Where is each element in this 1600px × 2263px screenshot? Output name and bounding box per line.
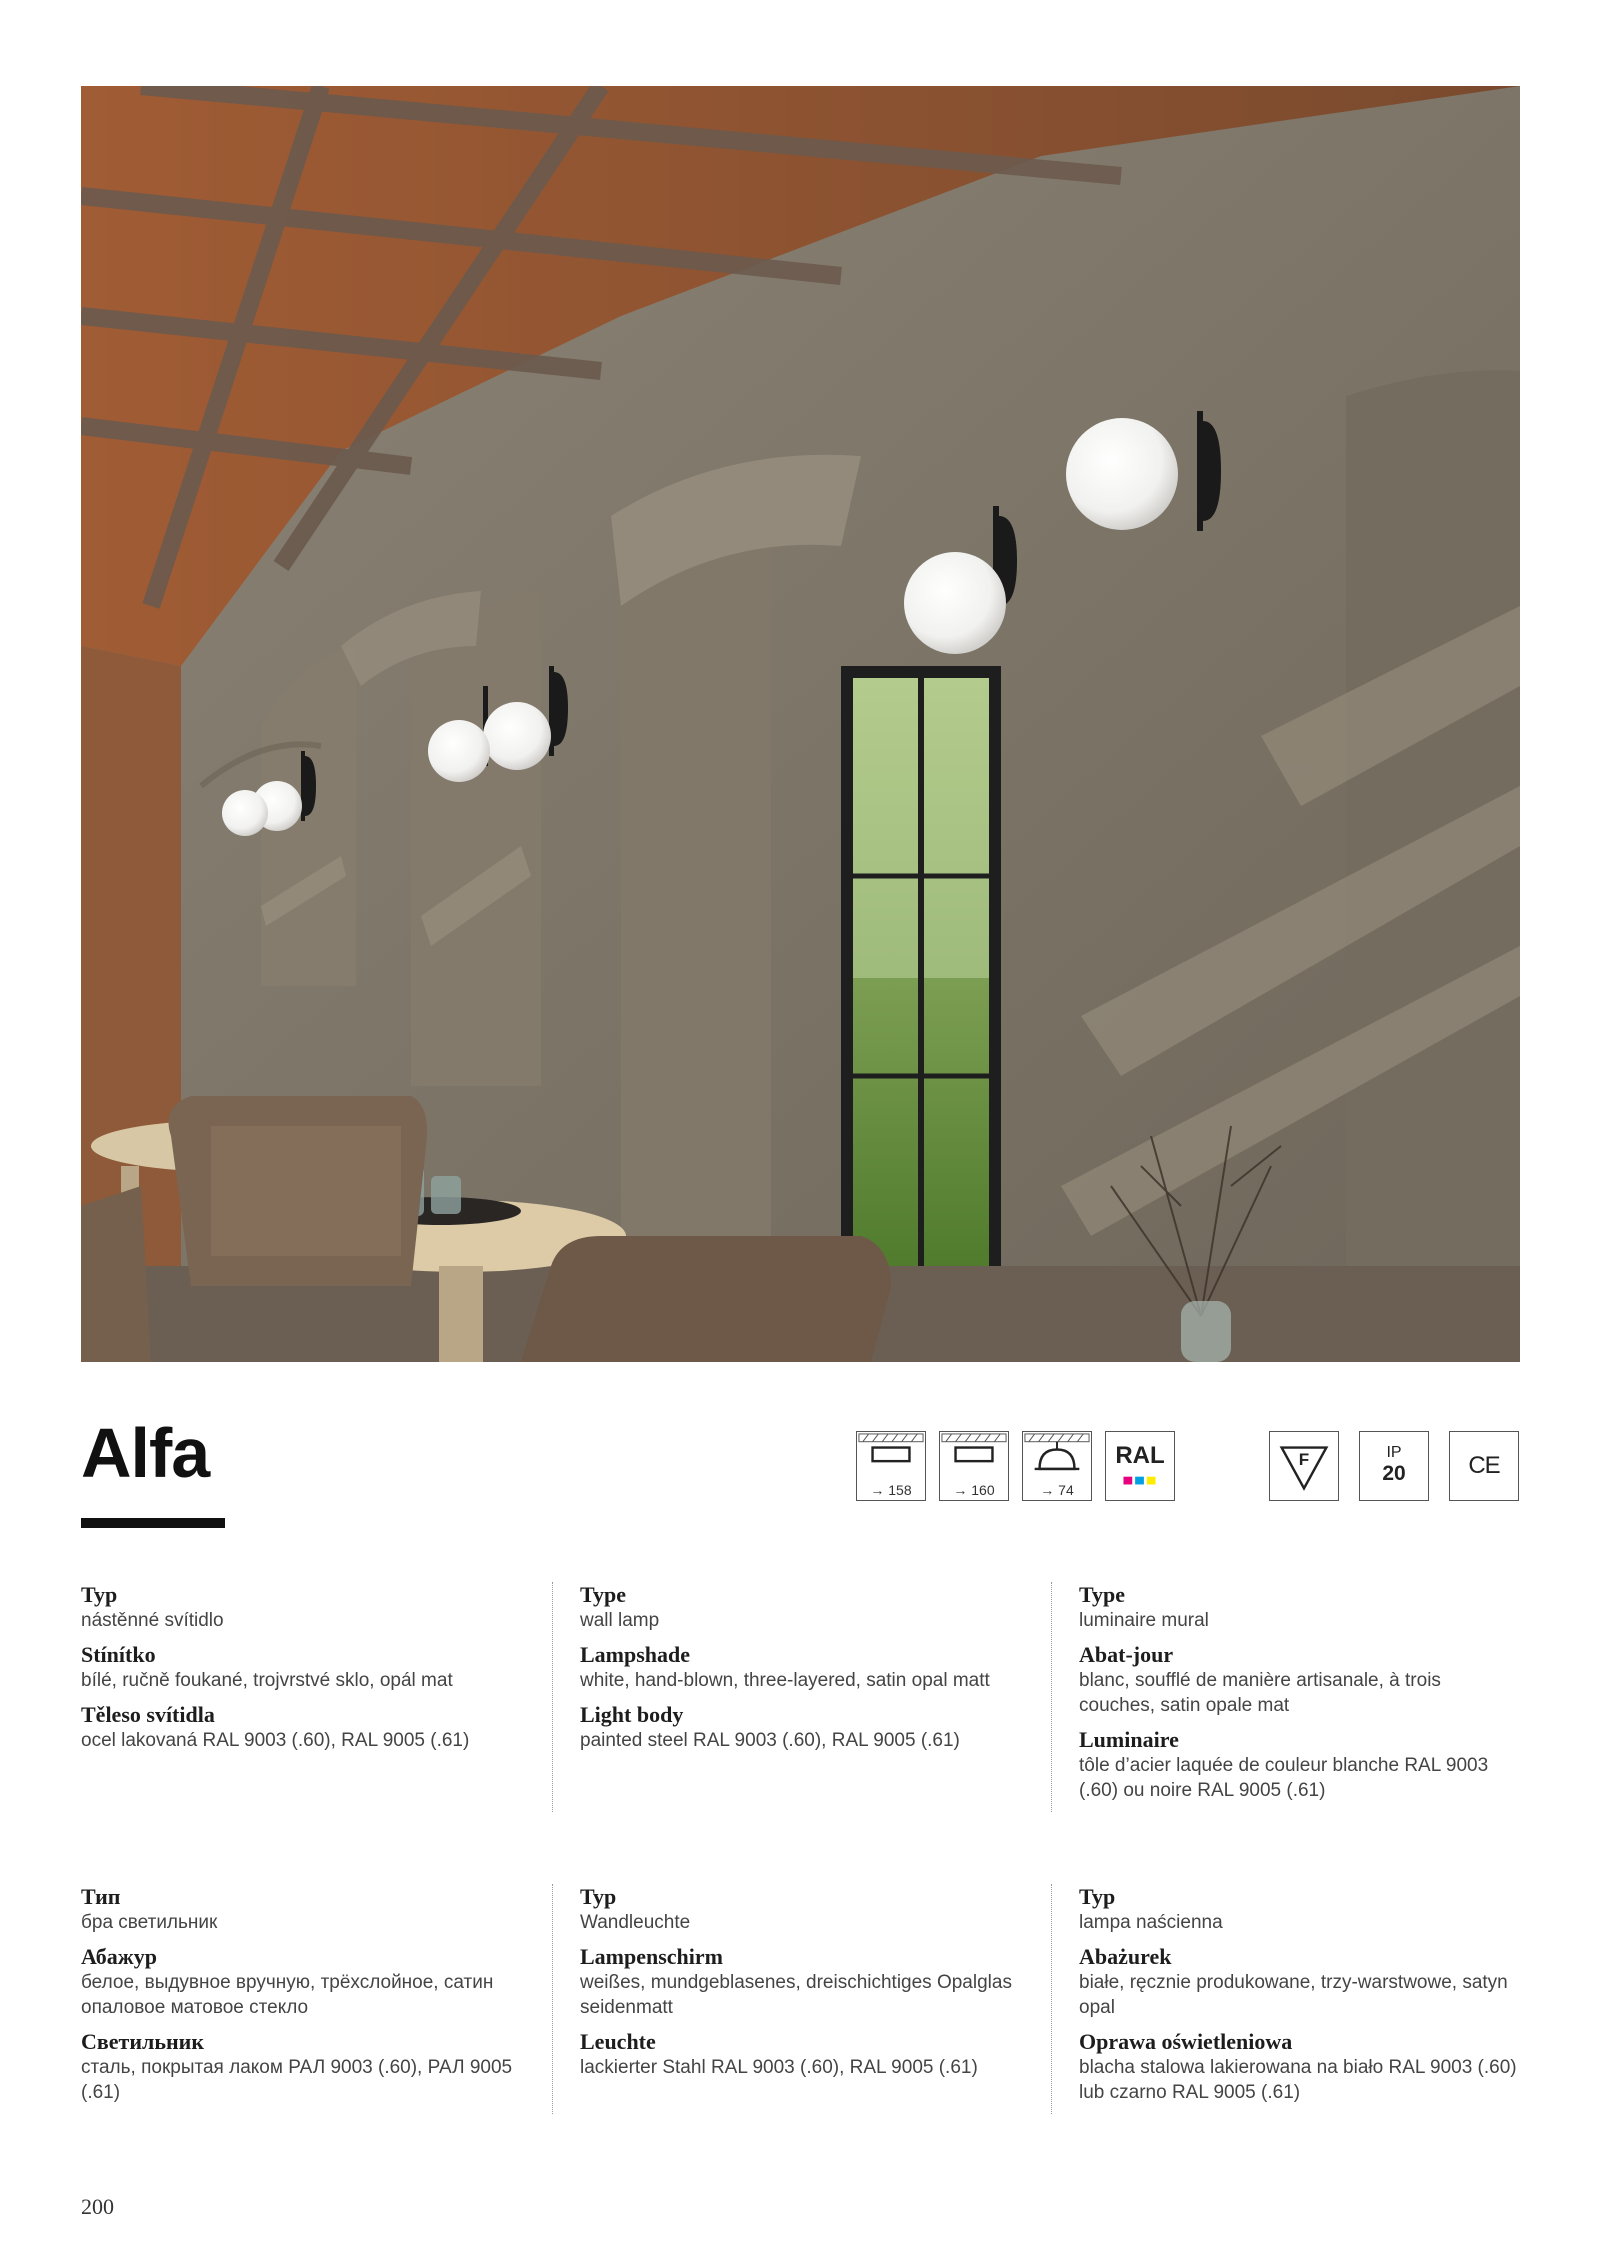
spec-value: blanc, soufflé de manière artisanale, à trois couches, satin opale mat: [1079, 1670, 1441, 1716]
dimension-value-74: → 74: [1040, 1482, 1074, 1498]
spec-label: Type: [580, 1582, 627, 1607]
spec-value: tôle d’acier laquée de couleur blanche RAL 9003 (.60) ou noire RAL 9005 (.61): [1079, 1755, 1489, 1801]
product-title: Alfa: [81, 1414, 210, 1492]
specs-fr: [1051, 1582, 1521, 1812]
spec-value: white, hand-blown, three-layered, satin opal matt: [580, 1670, 990, 1691]
wall-mount-dimension-icon: [939, 1431, 1009, 1501]
interior-scene: [81, 86, 1520, 1362]
spec-label: Type: [1079, 1582, 1126, 1607]
spec-label: Typ: [81, 1582, 118, 1607]
spec-value: luminaire mural: [1079, 1610, 1209, 1631]
dimension-value-158: → 158: [870, 1482, 912, 1498]
ce-label: CE: [1468, 1452, 1500, 1479]
hero-photo: [81, 86, 1520, 1362]
spec-value: weißes, mundgeblasenes, dreischichtiges Opalglas seidenmatt: [580, 1972, 1012, 2018]
spec-value: blacha stalowa lakierowana na biało RAL 9003 (.60) lub czarno RAL 9005 (.61): [1079, 2057, 1517, 2103]
ip-value: 20: [1382, 1462, 1406, 1485]
spec-label: Абажур: [81, 1944, 157, 1969]
dimension-value-160: → 160: [953, 1482, 995, 1498]
spec-label: Lampshade: [580, 1642, 691, 1667]
spec-value: lampa naścienna: [1079, 1912, 1223, 1933]
spec-value: nástěnné svítidlo: [81, 1610, 224, 1631]
spec-label: Luminaire: [1079, 1727, 1179, 1752]
ip-rating-icon: [1359, 1431, 1429, 1501]
spec-label: Светильник: [81, 2029, 205, 2054]
specs-en: [552, 1582, 1022, 1812]
spec-label: Lampenschirm: [580, 1944, 723, 1969]
spec-label: Abat-jour: [1079, 1642, 1174, 1667]
spec-value: białe, ręcznie produkowane, trzy-warstwowe, satyn opal: [1079, 1972, 1508, 2018]
spec-label: Těleso svítidla: [81, 1702, 215, 1727]
spec-value: bílé, ručně foukané, trojvrstvé sklo, opál mat: [81, 1670, 453, 1691]
spec-label: Тип: [81, 1884, 121, 1909]
spec-label: Oprawa oświetleniowa: [1079, 2029, 1293, 2054]
title-underline: [81, 1518, 225, 1528]
spec-value: painted steel RAL 9003 (.60), RAL 9005 (.61): [580, 1730, 960, 1751]
ce-mark-icon: [1449, 1431, 1519, 1501]
spec-label: Stínítko: [81, 1642, 156, 1667]
specs-ru: [81, 1884, 551, 2114]
ral-label: RAL: [1115, 1442, 1165, 1469]
specs-cz: [81, 1582, 551, 1762]
spec-value: белое, выдувное вручную, трёхслойное, сатин опаловое матовое стекло: [81, 1972, 494, 2018]
specs-de: [552, 1884, 1022, 2114]
pendant-dimension-icon: [1022, 1431, 1092, 1501]
ip-label: IP: [1386, 1444, 1402, 1461]
f-mark-icon: [1269, 1431, 1339, 1501]
f-mark-label: F: [1298, 1450, 1310, 1469]
spec-value: сталь, покрытая лаком РАЛ 9003 (.60), РАЛ 9005 (.61): [81, 2057, 513, 2103]
spec-value: wall lamp: [580, 1610, 660, 1631]
spec-value: бра светильник: [81, 1912, 218, 1933]
specs-pl: [1051, 1884, 1521, 2114]
ral-colors-icon: [1105, 1431, 1175, 1501]
spec-label: Typ: [580, 1884, 617, 1909]
spec-value: Wandleuchte: [580, 1912, 691, 1933]
spec-label: Light body: [580, 1702, 684, 1727]
page-number: 200: [81, 2194, 114, 2219]
spec-value: ocel lakovaná RAL 9003 (.60), RAL 9005 (.61): [81, 1730, 470, 1751]
ceiling-mount-dimension-icon: [856, 1431, 926, 1501]
spec-label: Typ: [1079, 1884, 1116, 1909]
spec-label: Leuchte: [580, 2029, 656, 2054]
spec-value: lackierter Stahl RAL 9003 (.60), RAL 9005 (.61): [580, 2057, 978, 2078]
spec-label: Abażurek: [1079, 1944, 1172, 1969]
